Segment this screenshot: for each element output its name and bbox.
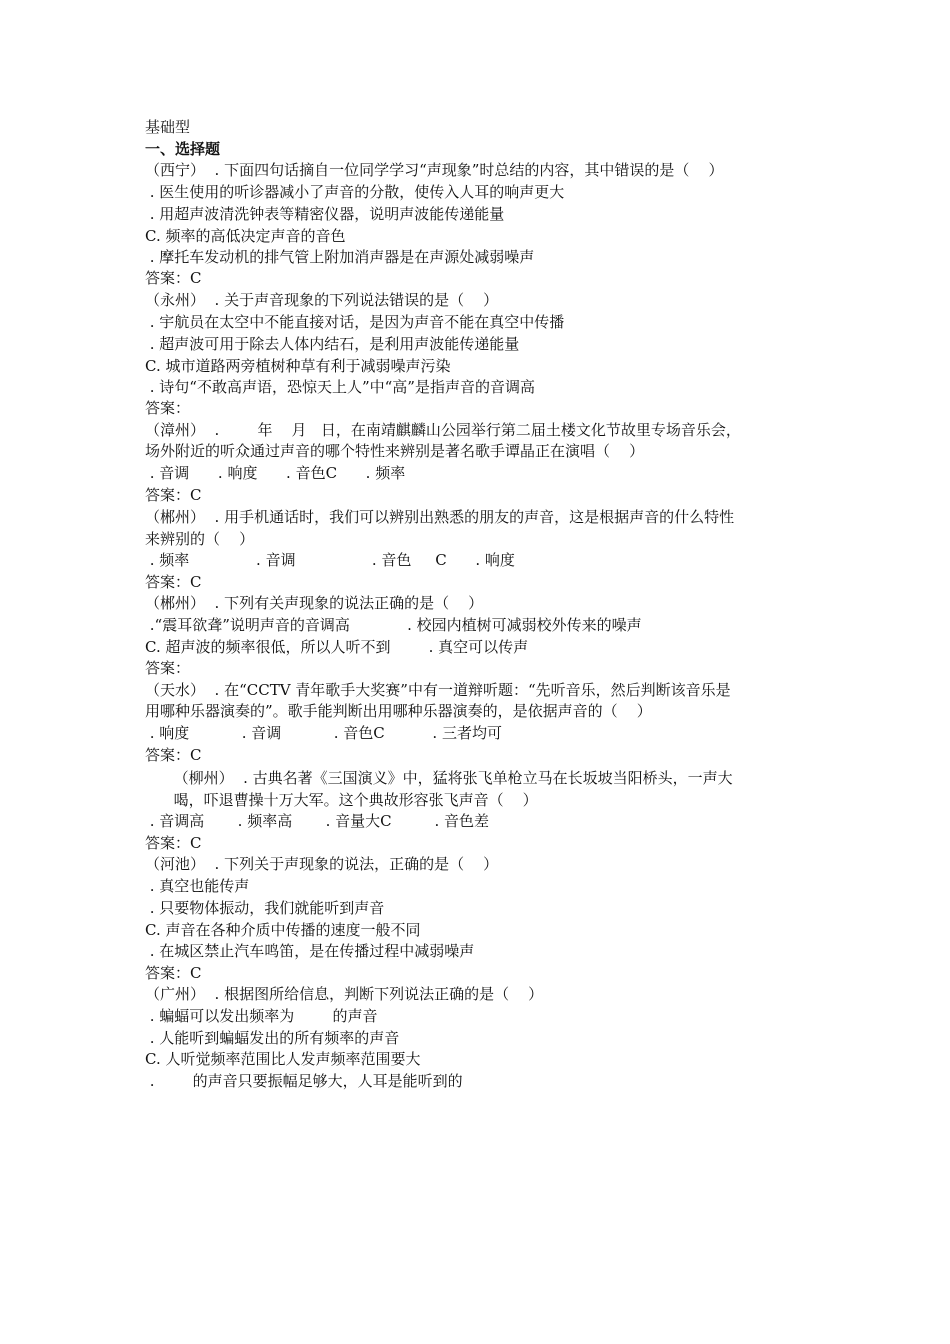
text-line: . 诗句“不敢高声语，恐惊天上人”中“高”是指声音的音调高 [145,378,535,396]
text-line: . 只要物体振动，我们就能听到声音 [145,899,385,917]
text-line: （漳州） . 年 月 日，在南靖麒麟山公园举行第二届土楼文化节故里专场音乐会， [145,421,741,439]
text-line: 来辨别的（ ） [145,530,255,548]
text-line: . 用超声波清洗钟表等精密仪器，说明声波能传递能量 [145,205,505,223]
section-label: 基础型 [145,118,191,136]
text-line: 答案：C [145,964,202,982]
text-line: 答案：C [145,746,202,764]
text-line: .“震耳欲聋”说明声音的音调高 . 校园内植树可减弱校外传来的噪声 [145,616,642,634]
text-line: （郴州） . 用手机通话时，我们可以辨别出熟悉的朋友的声音，这是根据声音的什么特性 [145,508,735,526]
text-line: C. 城市道路两旁植树种草有利于减弱噪声污染 [145,357,451,375]
text-line: 答案：C [145,269,202,287]
text-line: 用哪种乐器演奏的”。歌手能判断出用哪种乐器演奏的，是依据声音的（ ） [145,702,652,720]
text-line: 答案：C [145,834,202,852]
section-heading: 一、选择题 [145,140,221,158]
text-line: 答案： [145,399,191,417]
text-line: . 在城区禁止汽车鸣笛，是在传播过程中减弱噪声 [145,942,475,960]
text-line: （郴州） . 下列有关声现象的说法正确的是（ ） [145,594,484,612]
text-line: （河池） . 下列关于声现象的说法，正确的是（ ） [145,855,499,873]
text-line: （西宁） . 下面四句话摘自一位同学学习“声现象”时总结的内容，其中错误的是（ ） [145,161,724,179]
text-line: . 蝙蝠可以发出频率为 的声音 [145,1007,378,1025]
text-line: . 音调高 . 频率高 . 音量大C . 音色差 [145,812,490,830]
text-line: . 摩托车发动机的排气管上附加消声器是在声源处减弱噪声 [145,248,535,266]
text-line: . 音调 . 响度 . 音色C . 频率 [145,464,406,482]
text-line: 答案： [145,659,191,677]
text-line: . 真空也能传声 [145,877,250,895]
text-line: 场外附近的听众通过声音的哪个特性来辨别是著名歌手谭晶正在演唱（ ） [145,442,645,460]
text-line: C. 频率的高低决定声音的音色 [145,227,346,245]
text-line: 答案：C [145,486,202,504]
text-line: （广州） . 根据图所给信息，判断下列说法正确的是（ ） [145,985,544,1003]
text-line: C. 人听觉频率范围比人发声频率范围要大 [145,1050,421,1068]
text-line: . 频率 . 音调 . 音色 C . 响度 [145,551,515,569]
text-line: （天水） . 在“CCTV 青年歌手大奖赛”中有一道辩听题：“先听音乐，然后判断该音乐是 [145,681,731,699]
text-line: C. 超声波的频率很低，所以人听不到 . 真空可以传声 [145,638,529,656]
text-line: . 超声波可用于除去人体内结石，是利用声波能传递能量 [145,335,520,353]
text-line: C. 声音在各种介质中传播的速度一般不同 [145,921,421,939]
text-line: （永州） . 关于声音现象的下列说法错误的是（ ） [145,291,499,309]
text-line: . 人能听到蝙蝠发出的所有频率的声音 [145,1029,400,1047]
text-line: . 医生使用的听诊器减小了声音的分散，使传入人耳的响声更大 [145,183,565,201]
text-line: . 的声音只要振幅足够大，人耳是能听到的 [145,1072,463,1090]
text-line: . 宇航员在太空中不能直接对话，是因为声音不能在真空中传播 [145,313,565,331]
text-line: 喝，吓退曹操十万大军。这个典故形容张飞声音（ ） [145,791,538,809]
text-line: 答案：C [145,573,202,591]
text-line: （柳州） . 古典名著《三国演义》中，猛将张飞单枪立马在长坂坡当阳桥头，一声大 [145,769,733,787]
text-line: . 响度 . 音调 . 音色C . 三者均可 [145,724,502,742]
